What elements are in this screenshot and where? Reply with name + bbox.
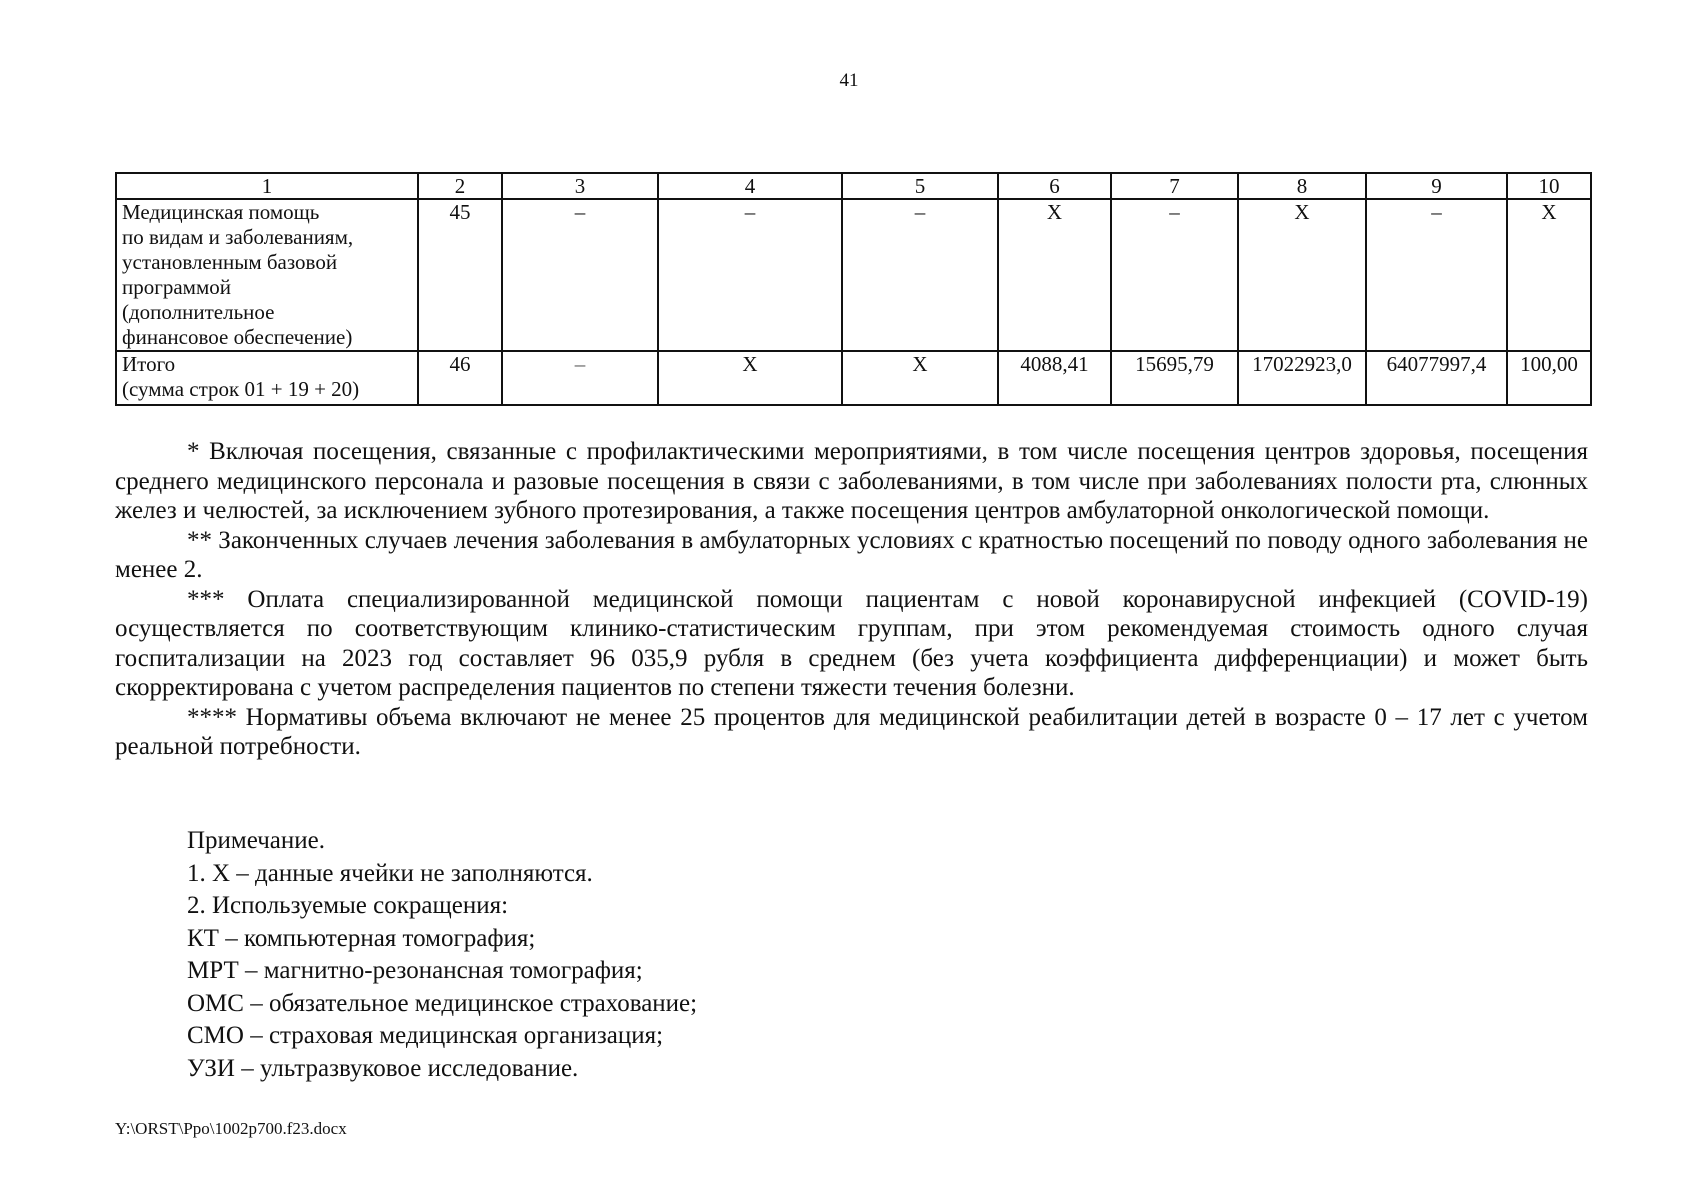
column-number: 10 — [1507, 173, 1591, 199]
table-cell: – — [1366, 199, 1507, 351]
note-item: 1. X – данные ячейки не заполняются. — [187, 859, 593, 887]
row-label-line: (сумма строк 01 + 19 + 20) — [122, 377, 360, 401]
row-label-line: установленным базовой — [122, 250, 338, 274]
table-cell: 64077997,4 — [1366, 351, 1507, 405]
column-number: 7 — [1111, 173, 1238, 199]
footnote: * Включая посещения, связанные с профилактическими мероприятиями, в том числе посещения центров здоровья, посещения среднего медицинского персонала и разовые посещения в связи с заболеваниями, в том числе при заболеваниях полости рта, слюнных желез и челюстей, за исключением зубного протезирования, а также посещения центров амбулаторной онкологической помощи. — [115, 438, 1588, 524]
table-cell: – — [1111, 199, 1238, 351]
row-label-line: (дополнительное — [122, 300, 275, 324]
note-item: МРТ – магнитно-резонансная томография; — [187, 957, 643, 984]
row-label-line: Итого — [122, 352, 176, 376]
row-label-line: Медицинская помощь — [122, 200, 320, 224]
table-cell: X — [1238, 199, 1366, 351]
table-cell: X — [998, 199, 1111, 351]
row-label — [116, 199, 418, 351]
file-path: Y:\ORST\Ppo\1002p700.f23.docx — [115, 1119, 347, 1138]
table-cell: X — [842, 351, 998, 405]
data-table — [115, 172, 1592, 406]
column-number: 4 — [658, 173, 842, 199]
table-cell: 46 — [418, 351, 502, 405]
row-label-line: программой — [122, 275, 231, 299]
table-header-row — [116, 173, 1591, 199]
row-label — [116, 351, 418, 405]
footnote: *** Оплата специализированной медицинской помощи пациентам с новой коронавирусной инфекцией (COVID-19) осуществляется по соответствующим клинико-статистическим группам, при этом рекомендуемая стоимость одного случая госпитализации на 2023 год составляет 96 035,9 рубля в среднем (без учета коэффициента дифференциации) и может быть скорректирована с учетом распределения пациентов по степени тяжести течения болезни. — [115, 585, 1588, 701]
notes-section — [187, 825, 1487, 1085]
note-item: УЗИ – ультразвуковое исследование. — [187, 1054, 579, 1082]
table-cell: – — [658, 199, 842, 351]
column-number: 2 — [418, 173, 502, 199]
note-item: КТ – компьютерная томография; — [187, 924, 536, 952]
table-cell: – — [842, 199, 998, 351]
table-cell: 15695,79 — [1111, 351, 1238, 405]
note-item: 2. Используемые сокращения: — [187, 892, 509, 919]
table-cell: – — [502, 199, 658, 351]
table-cell: 100,00 — [1507, 351, 1591, 405]
column-number: 5 — [842, 173, 998, 199]
table-cell: X — [1507, 199, 1591, 351]
table-cell: X — [658, 351, 842, 405]
column-number: 8 — [1238, 173, 1366, 199]
page-number: 41 — [839, 70, 859, 91]
table-cell: 4088,41 — [998, 351, 1111, 405]
column-number: 6 — [998, 173, 1111, 199]
row-label-line: финансовое обеспечение) — [122, 325, 353, 349]
column-number: 1 — [116, 173, 418, 199]
table-row — [116, 351, 1591, 405]
table-row — [116, 199, 1591, 351]
footnotes — [115, 437, 1588, 762]
table-cell: 45 — [418, 199, 502, 351]
note-item: ОМС – обязательное медицинское страхование; — [187, 989, 698, 1017]
column-number: 9 — [1366, 173, 1507, 199]
row-label-line: по видам и заболеваниям, — [122, 225, 354, 249]
footnote: **** Нормативы объема включают не менее 25 процентов для медицинской реабилитации детей в возрасте 0 – 17 лет с учетом реальной потребности. — [115, 703, 1588, 760]
column-number: 3 — [502, 173, 658, 199]
notes-title: Примечание. — [187, 827, 326, 854]
table-cell: 17022923,0 — [1238, 351, 1366, 405]
table-cell: – — [502, 351, 658, 405]
note-item: СМО – страховая медицинская организация; — [187, 1022, 664, 1049]
footnote: ** Законченных случаев лечения заболевания в амбулаторных условиях с кратностью посещений по поводу одного заболевания не менее 2. — [115, 526, 1588, 583]
